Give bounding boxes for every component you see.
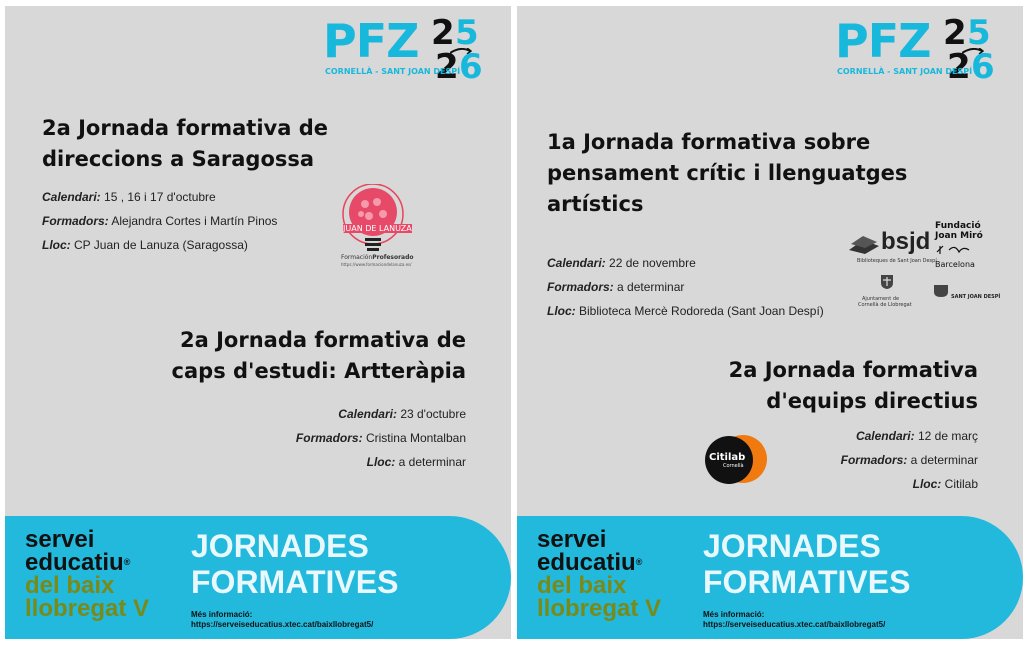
- calendar-label: Calendari:: [42, 190, 101, 204]
- calendar-value: 12 de març: [914, 429, 978, 443]
- location-value: Biblioteca Mercè Rodoreda (Sant Joan Despí): [575, 304, 824, 318]
- location-value: Citilab: [941, 477, 978, 491]
- calendar-line: [856, 429, 978, 443]
- pfz-text: PFZ: [835, 14, 931, 68]
- trainers-value: a determinar: [613, 280, 685, 294]
- title-line: 1a Jornada formativa sobre: [547, 130, 871, 154]
- year-digit: 2: [435, 47, 459, 87]
- location-line: [913, 477, 978, 491]
- ajuntament-sant-joan-despi-logo: SANT JOAN DESPÍ: [929, 284, 999, 310]
- location-line: [42, 238, 248, 252]
- year-digit: 2: [943, 13, 967, 53]
- fundacio-miro-logo: Fundació Joan Miró Barcelona: [935, 221, 983, 269]
- year-digit: 5: [967, 13, 991, 53]
- year-digit: 6: [459, 47, 483, 87]
- trainers-label: Formadors:: [42, 214, 109, 228]
- citilab-logo: Citilab Cornellà: [703, 434, 771, 486]
- se-line: educatiu®: [537, 549, 643, 576]
- pfz-text: PFZ: [323, 14, 419, 68]
- calendar-line: [42, 190, 216, 204]
- jornades-formatives-heading: JORNADES FORMATIVES: [703, 528, 911, 600]
- juan-de-lanuza-logo: [335, 184, 415, 276]
- calendar-line: [338, 407, 466, 421]
- location-value: a determinar: [395, 455, 466, 469]
- location-label: Lloc:: [366, 455, 396, 469]
- trainers-line: [42, 214, 277, 228]
- shield-icon: [933, 284, 949, 298]
- pfz-logo: [835, 13, 1015, 96]
- more-info: Més informació: https://serveiseducatius.xtec.cat/baixllobregat5/: [191, 610, 374, 629]
- calendar-value: 23 d'octubre: [396, 407, 466, 421]
- title-line: d'equips directius: [766, 389, 978, 413]
- jornades-formatives-heading: JORNADES FORMATIVES: [191, 528, 399, 600]
- trainers-label: Formadors:: [295, 431, 363, 445]
- servei-educatiu-logo: servei educatiu® del baix llobregat V: [537, 526, 662, 622]
- calendar-value: 22 de novembre: [605, 256, 696, 270]
- miro-signature-icon: [935, 244, 975, 256]
- logo-caption: FormaciónProfesorado: [341, 254, 414, 261]
- title-line: pensament crític i llenguatges: [547, 161, 908, 185]
- location-label: Lloc:: [912, 477, 942, 491]
- event-title: [42, 113, 328, 175]
- title-line: 2a Jornada formativa: [728, 358, 978, 382]
- poster-left: [5, 6, 511, 639]
- logo-subtitle: CORNELLÀ - SANT JOAN DESPÍ: [325, 67, 461, 76]
- title-line: caps d'estudi: Artteràpia: [171, 359, 466, 383]
- pfz-logo: [323, 13, 503, 96]
- title-line: 2a Jornada formativa de: [180, 328, 466, 352]
- event-title: [172, 325, 466, 387]
- trainers-label: Formadors:: [840, 453, 908, 467]
- poster-right: [517, 6, 1023, 639]
- event-title: [729, 355, 978, 417]
- servei-educatiu-logo: servei educatiu® del baix llobregat V: [25, 526, 150, 622]
- bsjd-logo: bsjd Biblioteques de Sant Joan Despí: [847, 226, 925, 268]
- location-line: [367, 455, 466, 469]
- trainers-line: [547, 280, 684, 294]
- trainers-value: a determinar: [907, 453, 978, 467]
- title-line: artístics: [547, 192, 644, 216]
- calendar-line: [547, 256, 696, 270]
- lightbulb-icon: [335, 184, 415, 252]
- year-digit: 5: [455, 13, 479, 53]
- more-info: Més informació: https://serveiseducatius.xtec.cat/baixllobregat5/: [703, 610, 886, 629]
- title-line: 2a Jornada formativa de: [42, 116, 328, 140]
- event-title: [547, 127, 907, 220]
- year-digit: 6: [971, 47, 995, 87]
- location-value: CP Juan de Lanuza (Saragossa): [70, 238, 248, 252]
- more-info-link[interactable]: https://serveiseducatius.xtec.cat/baixllobregat5/: [703, 620, 886, 629]
- title-line: direccions a Saragossa: [42, 147, 315, 171]
- calendar-value: 15 , 16 i 17 d'octubre: [100, 190, 216, 204]
- trainers-value: Alejandra Cortes i Martín Pinos: [108, 214, 278, 228]
- calendar-label: Calendari:: [855, 429, 915, 443]
- trainers-label: Formadors:: [547, 280, 614, 294]
- logo-url: https://www.formaciondelanuza.es/: [341, 262, 412, 267]
- logo-subtitle: CORNELLÀ - SANT JOAN DESPÍ: [837, 67, 973, 76]
- more-info-link[interactable]: https://serveiseducatius.xtec.cat/baixllobregat5/: [191, 620, 374, 629]
- ajuntament-cornella-logo: Ajuntament de Cornellà de Llobregat: [852, 274, 922, 314]
- trainers-value: Cristina Montalban: [362, 431, 466, 445]
- year-digit: 2: [947, 47, 971, 87]
- trainers-line: [296, 431, 466, 445]
- calendar-label: Calendari:: [338, 407, 397, 421]
- books-icon: [847, 232, 881, 254]
- logo-name: JUAN DE LANUZA: [343, 224, 412, 233]
- location-label: Lloc:: [42, 238, 71, 252]
- se-line: educatiu®: [25, 549, 131, 576]
- trainers-line: [841, 453, 978, 467]
- location-label: Lloc:: [547, 304, 576, 318]
- calendar-label: Calendari:: [547, 256, 606, 270]
- shield-icon: [880, 274, 894, 290]
- year-digit: 2: [431, 13, 455, 53]
- location-line: [547, 304, 824, 318]
